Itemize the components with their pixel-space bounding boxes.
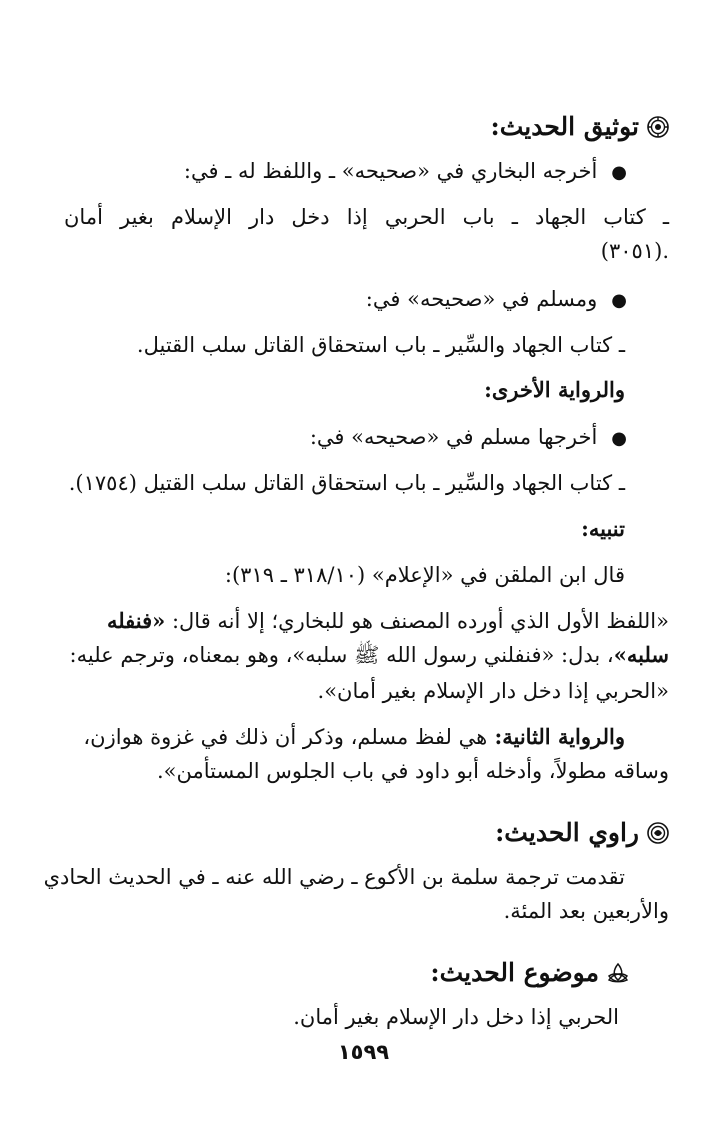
triquetra-icon	[607, 962, 629, 984]
reference-line: ـ كتاب الجهاد ـ باب الحربي إذا دخل دار الإسلام بغير أمان	[64, 205, 669, 229]
quote-line	[107, 606, 669, 636]
section-title: موضوع الحديث:	[430, 958, 599, 987]
quote-emphasis: سلبه»	[613, 642, 669, 667]
body-line: والأربعين بعد المئة.	[503, 899, 669, 923]
bullet-dot: ●	[611, 290, 627, 311]
bullet-dot: ●	[611, 162, 627, 183]
bullet-dot: ●	[611, 428, 627, 449]
quote-line: وساقه مطولاً، وأدخله أبو داود في باب الجلوس المستأمن».	[156, 759, 669, 783]
subheading-note: تنبيه:	[581, 516, 625, 541]
quote-emphasis: «فنفله	[106, 608, 166, 633]
quote-text: «اللفظ الأول الذي أورده المصنف هو للبخاري؛ إلا أنه قال:	[165, 609, 669, 633]
quote-line: «الحربي إذا دخل دار الإسلام بغير أمان».	[317, 679, 669, 703]
section-heading-hadith-documentation	[491, 112, 670, 142]
quote-line	[70, 640, 669, 670]
quote-line	[83, 722, 625, 752]
bullet-text: أخرجها مسلم في «صحيحه» في:	[309, 425, 598, 449]
body-line: الحربي إذا دخل دار الإسلام بغير أمان.	[293, 1005, 619, 1029]
bullet-muslim	[366, 284, 627, 316]
section-title: توثيق الحديث:	[490, 112, 639, 141]
reference-number: (٣٠٥١).	[600, 239, 669, 263]
quote-emphasis: والرواية الثانية:	[487, 724, 625, 749]
reference-line: ـ كتاب الجهاد والسِّير ـ باب استحقاق القاتل سلب القتيل (١٧٥٤).	[68, 471, 625, 495]
reference-line: ـ كتاب الجهاد والسِّير ـ باب استحقاق القاتل سلب القتيل.	[136, 333, 625, 357]
bullet-muslim-other	[310, 422, 627, 454]
ornamental-circle-icon	[647, 116, 669, 138]
quote-text: هي لفظ مسلم، وذكر أن ذلك في غزوة هوازن،	[83, 725, 488, 749]
subheading-other-narration: والرواية الأخرى:	[484, 377, 625, 402]
quote-intro: قال ابن الملقن في «الإعلام» (٣١٨/١٠ ـ ٣١٩):	[224, 563, 625, 587]
section-heading-narrator	[495, 818, 669, 848]
quote-text: ، بدل: «فنفلني رسول الله ﷺ سلبه»، وهو بمعناه، وترجم عليه:	[69, 643, 614, 667]
bullet-text: أخرجه البخاري في «صحيحه» ـ واللفظ له ـ في:	[183, 159, 598, 183]
body-line: تقدمت ترجمة سلمة بن الأكوع ـ رضي الله عنه ـ في الحديث الحادي	[43, 865, 625, 889]
bullet-text: ومسلم في «صحيحه» في:	[365, 287, 598, 311]
ornamental-circle-icon	[647, 822, 669, 844]
section-title: راوي الحديث:	[495, 818, 639, 847]
page-number: ١٥٩٩	[337, 1040, 390, 1064]
bullet-bukhari	[184, 156, 627, 188]
section-heading-topic	[430, 958, 629, 988]
